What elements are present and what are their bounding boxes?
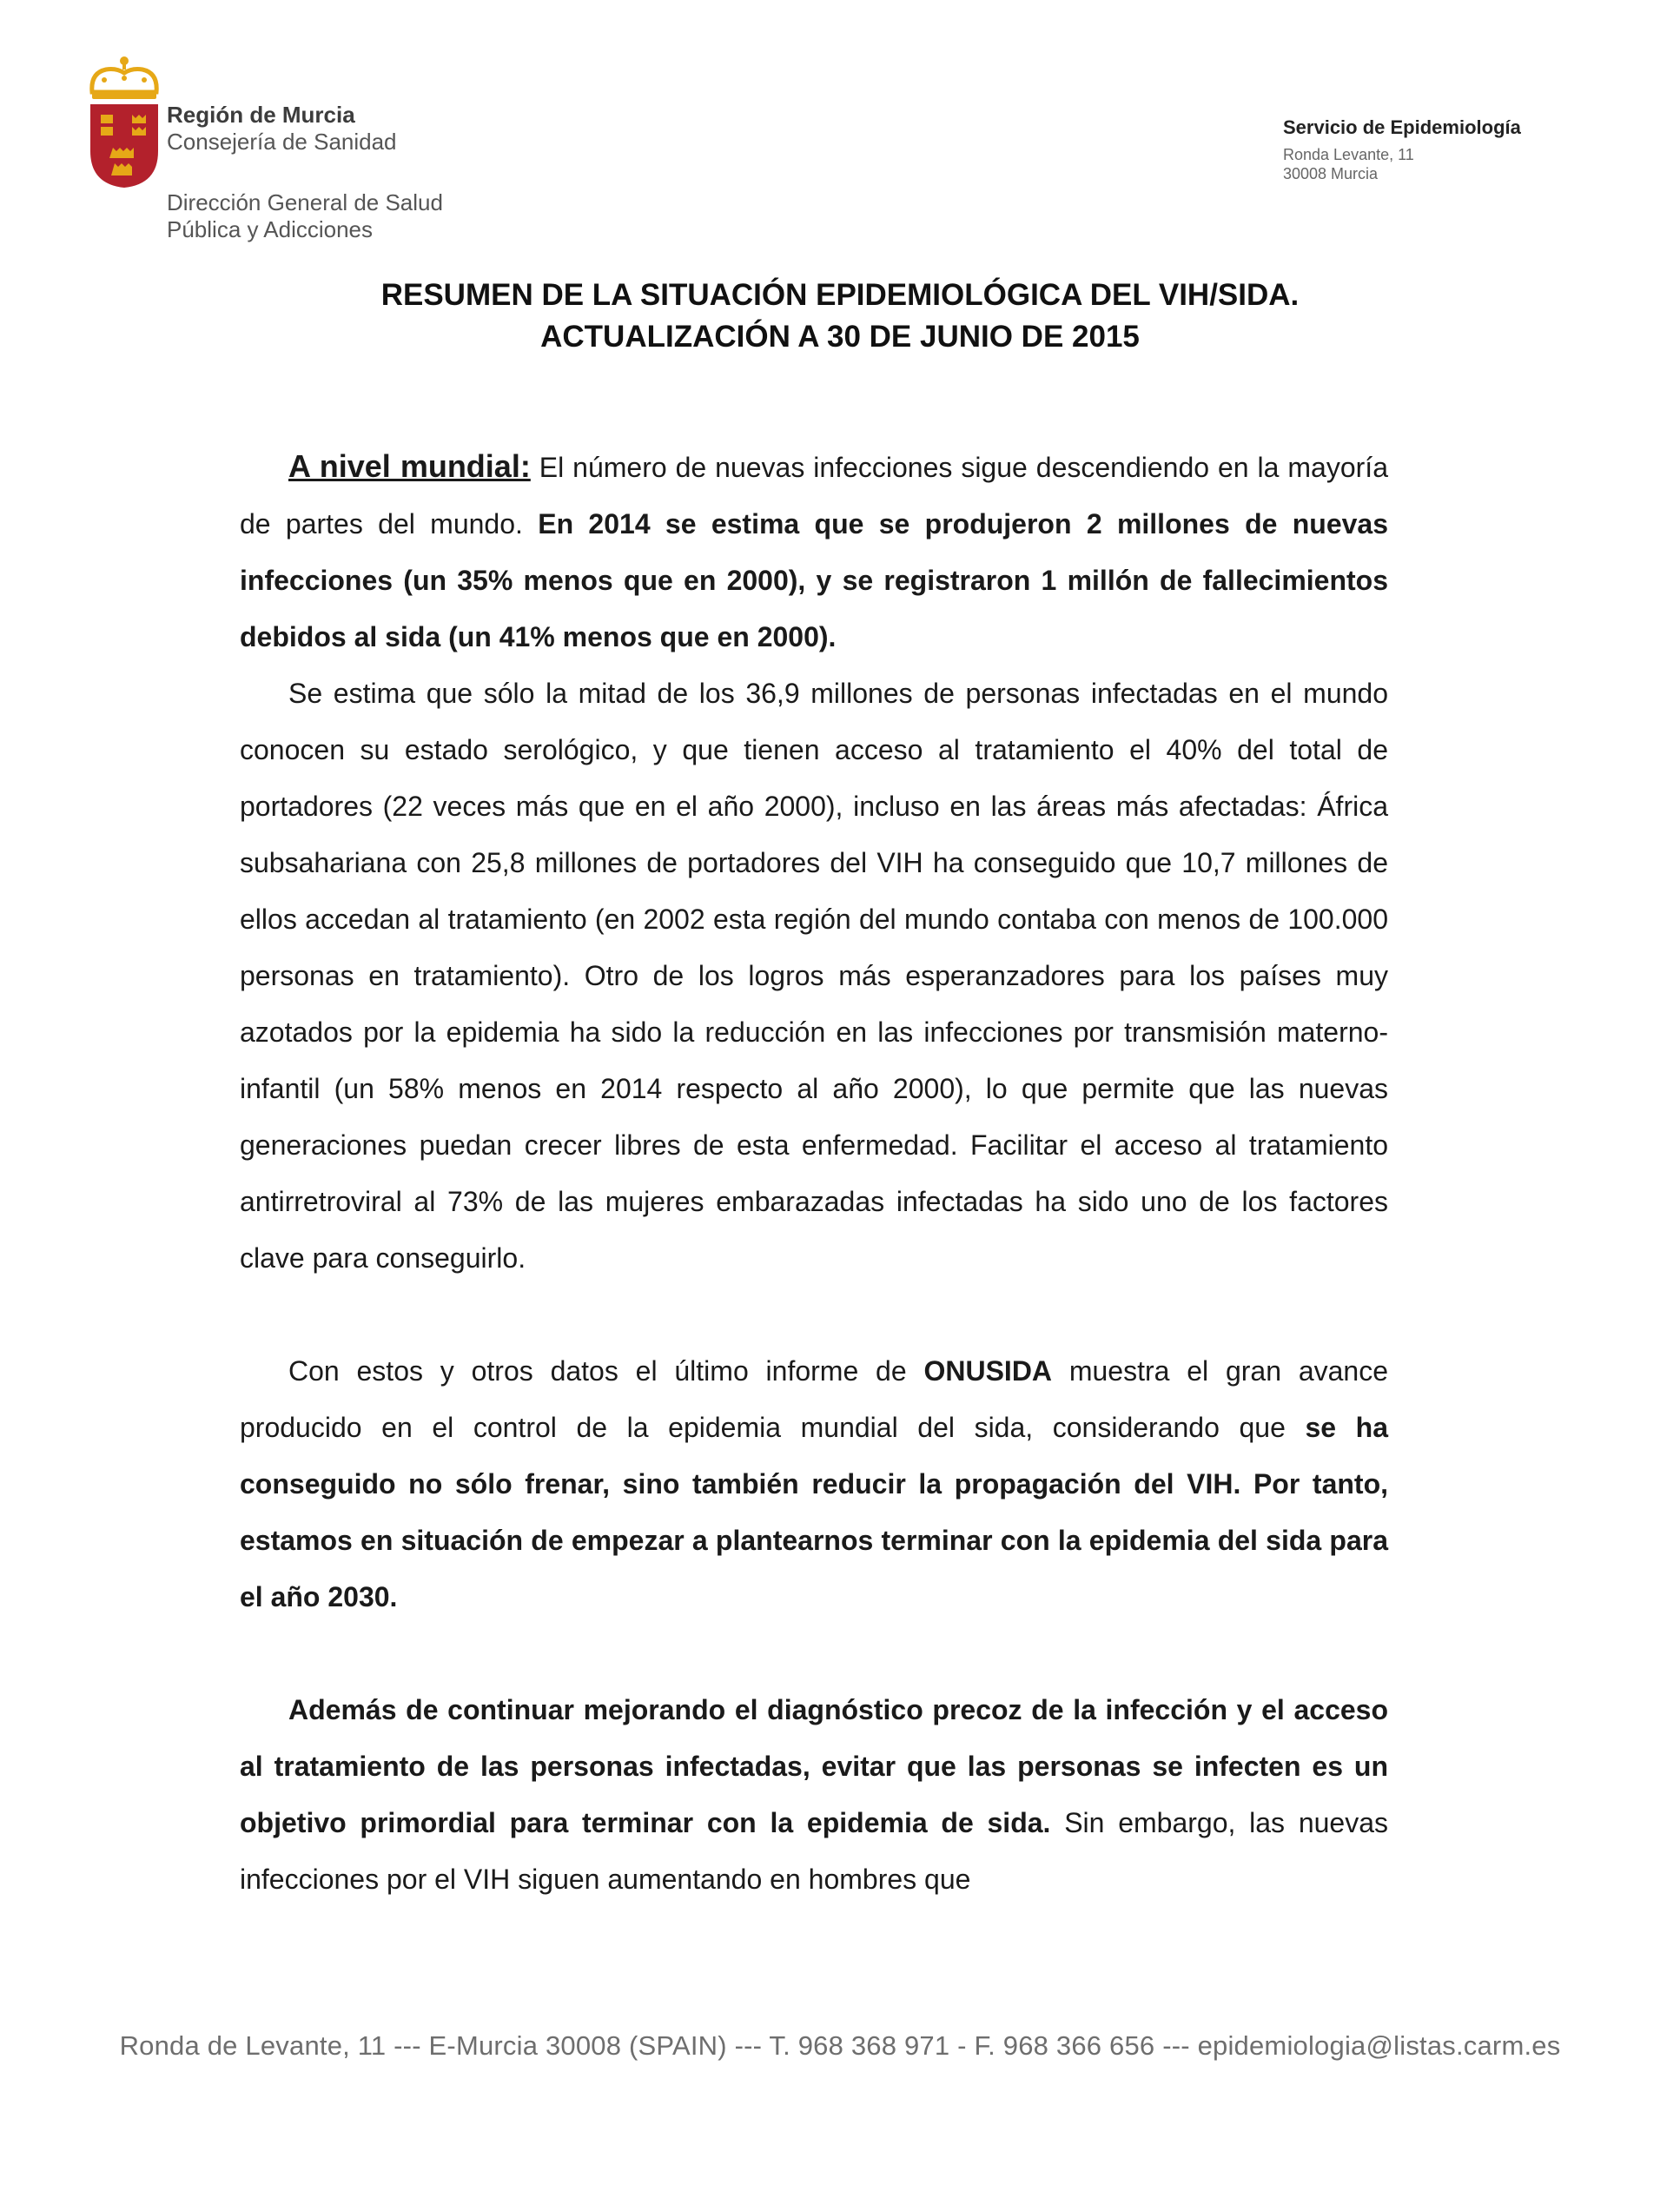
paragraph-serology-treatment bbox=[240, 665, 1388, 1287]
paragraph-text: Sin embargo, las nuevas infecciones por el VIH siguen aumentando en hombres que bbox=[240, 1807, 1389, 1895]
paragraph-text: Con estos y otros datos el último informe de bbox=[288, 1355, 924, 1387]
paragraph-text: El número de nuevas infecciones sigue descendiendo en la mayoría de partes del mundo. bbox=[240, 452, 1388, 540]
department-line-1: Dirección General de Salud bbox=[167, 189, 443, 215]
paragraph-bold-text: se ha conseguido no sólo frenar, sino también reducir la propagación del VIH. Por tanto, estamos en situación de empezar a plantearnos terminar con la epidemia del sida para el año 2030. bbox=[240, 1412, 1388, 1612]
region-murcia-crest-logo bbox=[87, 54, 162, 189]
service-address-line-1: Ronda Levante, 11 bbox=[1283, 145, 1414, 163]
paragraph-onusida bbox=[240, 1343, 1388, 1626]
organization-name-block bbox=[167, 103, 397, 154]
document-body bbox=[240, 438, 1388, 1908]
service-header bbox=[1283, 116, 1521, 184]
document-title bbox=[174, 275, 1506, 358]
department-line-2: Pública y Adicciones bbox=[167, 215, 374, 242]
department-name bbox=[167, 189, 443, 242]
title-line-1: RESUMEN DE LA SITUACIÓN EPIDEMIOLÓGICA DEL VIH/SIDA. bbox=[380, 278, 1300, 312]
paragraph-bold-text: Además de continuar mejorando el diagnóstico precoz de la infección y el acceso al tratamiento de las personas infectadas, evitar que las personas se infecten es un objetivo primordial para terminar con la epidemia de sida. bbox=[240, 1694, 1388, 1838]
paragraph-prevention bbox=[240, 1682, 1388, 1908]
org-name: Región de Murcia bbox=[167, 102, 355, 128]
page-footer-contact: Ronda de Levante, 11 --- E-Murcia 30008 (SPAIN) --- T. 968 368 971 - F. 968 366 656 --- epidemiologia@listas.carm.es bbox=[119, 2030, 1561, 2061]
paragraph-bold-text: ONUSIDA bbox=[923, 1355, 1053, 1387]
section-lead-heading: A nivel mundial: bbox=[288, 448, 531, 484]
paragraph-bold-text: En 2014 se estima que se produjeron 2 millones de nuevas infecciones (un 35% menos que en 2000), y se registraron 1 millón de fallecimientos debidos al sida (un 41% menos que en 2000). bbox=[240, 508, 1388, 652]
org-subtitle: Consejería de Sanidad bbox=[167, 128, 397, 155]
service-name: Servicio de Epidemiología bbox=[1283, 116, 1521, 138]
title-line-2: ACTUALIZACIÓN A 30 DE JUNIO DE 2015 bbox=[540, 320, 1140, 354]
paragraph-global-level bbox=[240, 438, 1388, 665]
paragraph-text: muestra el gran avance producido en el control de la epidemia mundial del sida, considerando que bbox=[240, 1355, 1389, 1443]
paragraph-text: Se estima que sólo la mitad de los 36,9 millones de personas infectadas en el mundo conocen su estado serológico, y que tienen acceso al tratamiento el 40% del total de portadores (22 veces más que en el año 2000), incluso en las áreas más afectadas: África subsahariana con 25,8 millones de portadores del VIH ha conseguido que 10,7 millones de ellos accedan al tratamiento (en 2002 esta región del mundo contaba con menos de 100.000 personas en tratamiento). Otro de los logros más esperanzadores para los países muy azotados por la epidemia ha sido la reducción en las infecciones por transmisión materno-infantil (un 58% menos en 2014 respecto al año 2000), lo que permite que las nuevas generaciones puedan crecer libres de esta enfermedad. Facilitar el acceso al tratamiento antirretroviral al 73% de las mujeres embarazadas infectadas ha sido uno de los factores clave para conseguirlo. bbox=[240, 678, 1388, 1274]
service-address-line-2: 30008 Murcia bbox=[1283, 165, 1379, 182]
